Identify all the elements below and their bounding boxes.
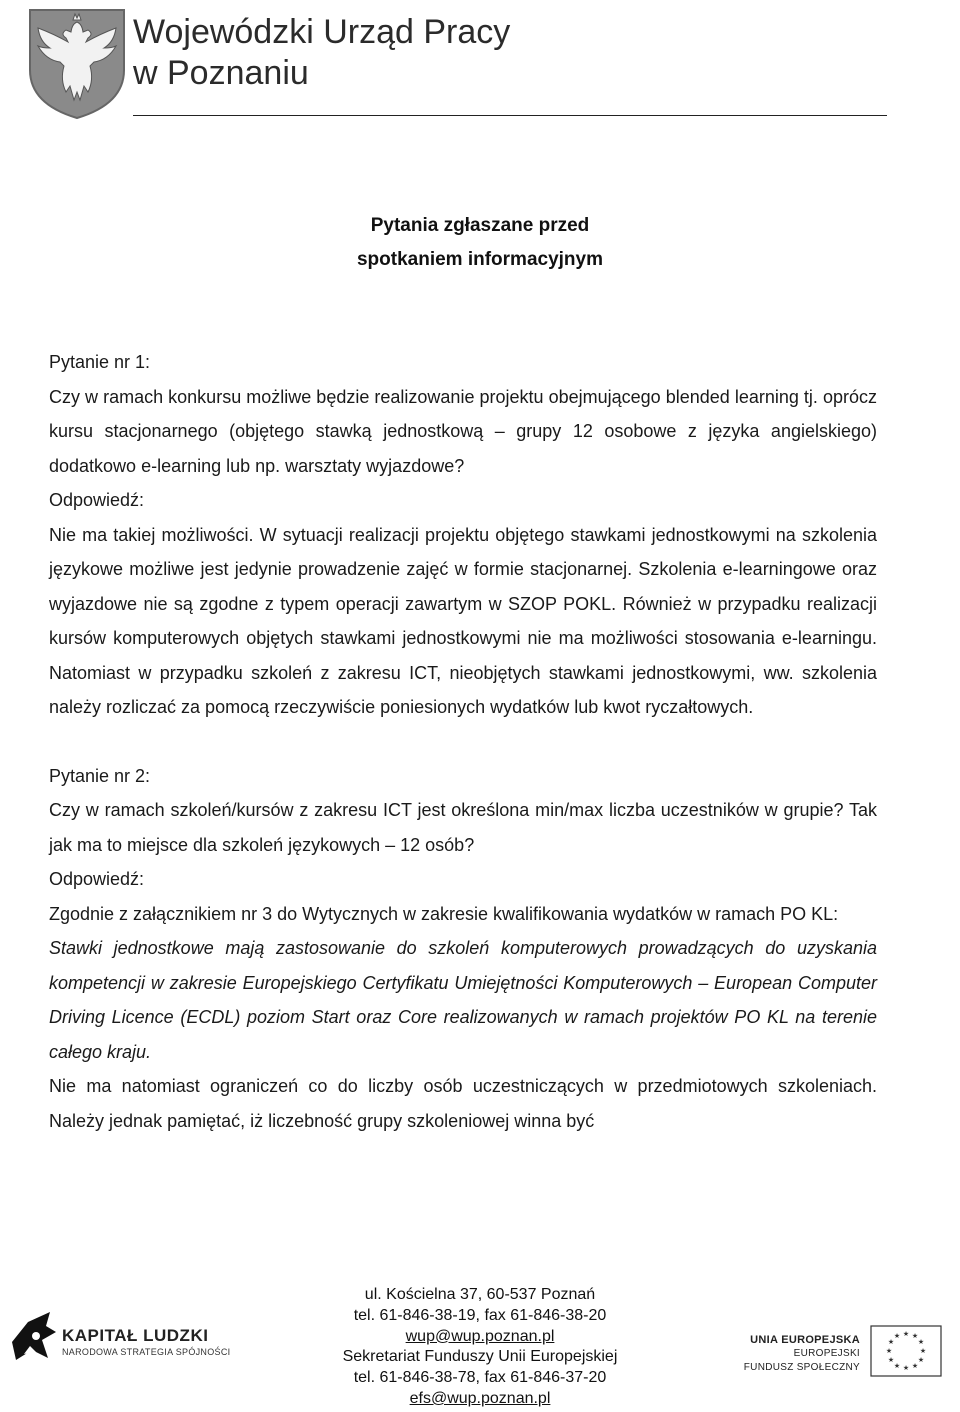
svg-text:★: ★ bbox=[887, 1356, 895, 1364]
svg-text:★: ★ bbox=[919, 1347, 927, 1355]
answer-2-label: Odpowiedź: bbox=[49, 869, 145, 889]
organization-name-line1: Wojewódzki Urząd Pracy bbox=[133, 13, 511, 51]
eu-wordmark bbox=[730, 1333, 860, 1375]
organization-name-line2: w Poznaniu bbox=[133, 54, 309, 92]
organization-name bbox=[133, 12, 510, 94]
section-spacer bbox=[49, 725, 877, 759]
answer-2-quote: Stawki jednostkowe mają zastosowanie do szkoleń komputerowych prowadzących do uzyskania kompetencji w zakresie Europejskiego Certyfikatu Umiejętności Komputerowych – European Computer Driving Licence (ECDL) poziom Start oraz Core realizowanych w ramach projektów PO KL na terenie całego kraju. bbox=[49, 938, 877, 1062]
footer-department-email-link[interactable]: efs@wup.poznan.pl bbox=[409, 1389, 551, 1407]
answer-1-text: Nie ma takiej możliwości. W sytuacji realizacji projektu objętego stawkami jednostkowymi na szkolenia językowe możliwe jest jedynie prowadzenie zajęć w formie stacjonarnej. Szkolenia e-learningowe oraz wyjazdowe nie są zgodne z typem operacji zawartym w SZOP POKL. Również w przypadku realizacji kursów komputerowych objętych stawkami jednostkowymi nie ma możliwości stosowania e-learningu. Natomiast w przypadku szkoleń z zakresu ICT, nieobjętych stawkami jednostkowymi, ww. szkolenia należy rozliczać za pomocą rzeczywiście poniesionych wydatków lub kwot ryczałtowych. bbox=[49, 524, 877, 717]
kapital-ludzki-wordmark bbox=[62, 1326, 230, 1358]
answer-2-intro: Zgodnie z załącznikiem nr 3 do Wytycznych w zakresie kwalifikowania wydatków w ramach PO KL: bbox=[49, 903, 839, 924]
answer-1-label: Odpowiedź: bbox=[49, 490, 145, 510]
footer-contact bbox=[280, 1285, 680, 1410]
svg-text:★: ★ bbox=[911, 1332, 919, 1340]
coat-of-arms-eagle-icon bbox=[28, 8, 126, 120]
document-title-line2: spotkaniem informacyjnym bbox=[356, 249, 604, 270]
letterhead bbox=[0, 0, 960, 130]
header-divider bbox=[133, 115, 887, 116]
document-body bbox=[49, 345, 877, 1138]
document-title bbox=[0, 209, 960, 277]
svg-text:★: ★ bbox=[902, 1330, 910, 1338]
footer-address-line: ul. Kościelna 37, 60-537 Poznań bbox=[364, 1286, 596, 1303]
question-1-heading: Pytanie nr 1: bbox=[49, 352, 151, 372]
svg-text:★: ★ bbox=[902, 1364, 910, 1372]
question-1-text: Czy w ramach konkursu możliwe będzie realizowanie projektu obejmującego blended learning tj. oprócz kursu stacjonarnego (objętego stawką jednostkową – grupy 12 osobowe z języka angielskiego) dodatkowo e-learning lub np. warsztaty wyjazdowe? bbox=[49, 386, 877, 476]
eu-line-2: EUROPEJSKI bbox=[793, 1348, 860, 1359]
kapital-ludzki-subtitle: NARODOWA STRATEGIA SPÓJNOŚCI bbox=[62, 1347, 231, 1357]
question-2-text: Czy w ramach szkoleń/kursów z zakresu ICT jest określona min/max liczba uczestników w grupie? Tak jak ma to miejsce dla szkoleń językowych – 12 osób? bbox=[49, 800, 877, 855]
footer-phone-line: tel. 61-846-38-19, fax 61-846-38-20 bbox=[353, 1306, 607, 1324]
eu-line-1: UNIA EUROPEJSKA bbox=[750, 1334, 860, 1346]
question-2-heading: Pytanie nr 2: bbox=[49, 765, 151, 786]
answer-2-rest: Nie ma natomiast ograniczeń co do liczby osób uczestniczących w przedmiotowych szkoleniach. Należy jednak pamiętać, iż liczebność grupy szkoleniowej winna być bbox=[49, 1076, 877, 1131]
svg-text:★: ★ bbox=[917, 1356, 925, 1364]
footer-email-link[interactable]: wup@wup.poznan.pl bbox=[405, 1327, 555, 1345]
footer-department: Sekretariat Funduszy Unii Europejskiej bbox=[342, 1348, 618, 1366]
footer-department-phone: tel. 61-846-38-78, fax 61-846-37-20 bbox=[353, 1369, 607, 1387]
svg-text:★: ★ bbox=[887, 1338, 895, 1346]
eu-line-3: FUNDUSZ SPOŁECZNY bbox=[743, 1362, 860, 1373]
svg-text:★: ★ bbox=[893, 1332, 901, 1340]
svg-text:★: ★ bbox=[917, 1338, 925, 1346]
eu-flag-icon bbox=[870, 1325, 942, 1377]
svg-text:★: ★ bbox=[893, 1362, 901, 1370]
document-title-line1: Pytania zgłaszane przed bbox=[370, 215, 590, 236]
kapital-ludzki-title: KAPITAŁ LUDZKI bbox=[62, 1326, 209, 1345]
svg-text:★: ★ bbox=[911, 1362, 919, 1370]
svg-text:★: ★ bbox=[885, 1347, 893, 1355]
